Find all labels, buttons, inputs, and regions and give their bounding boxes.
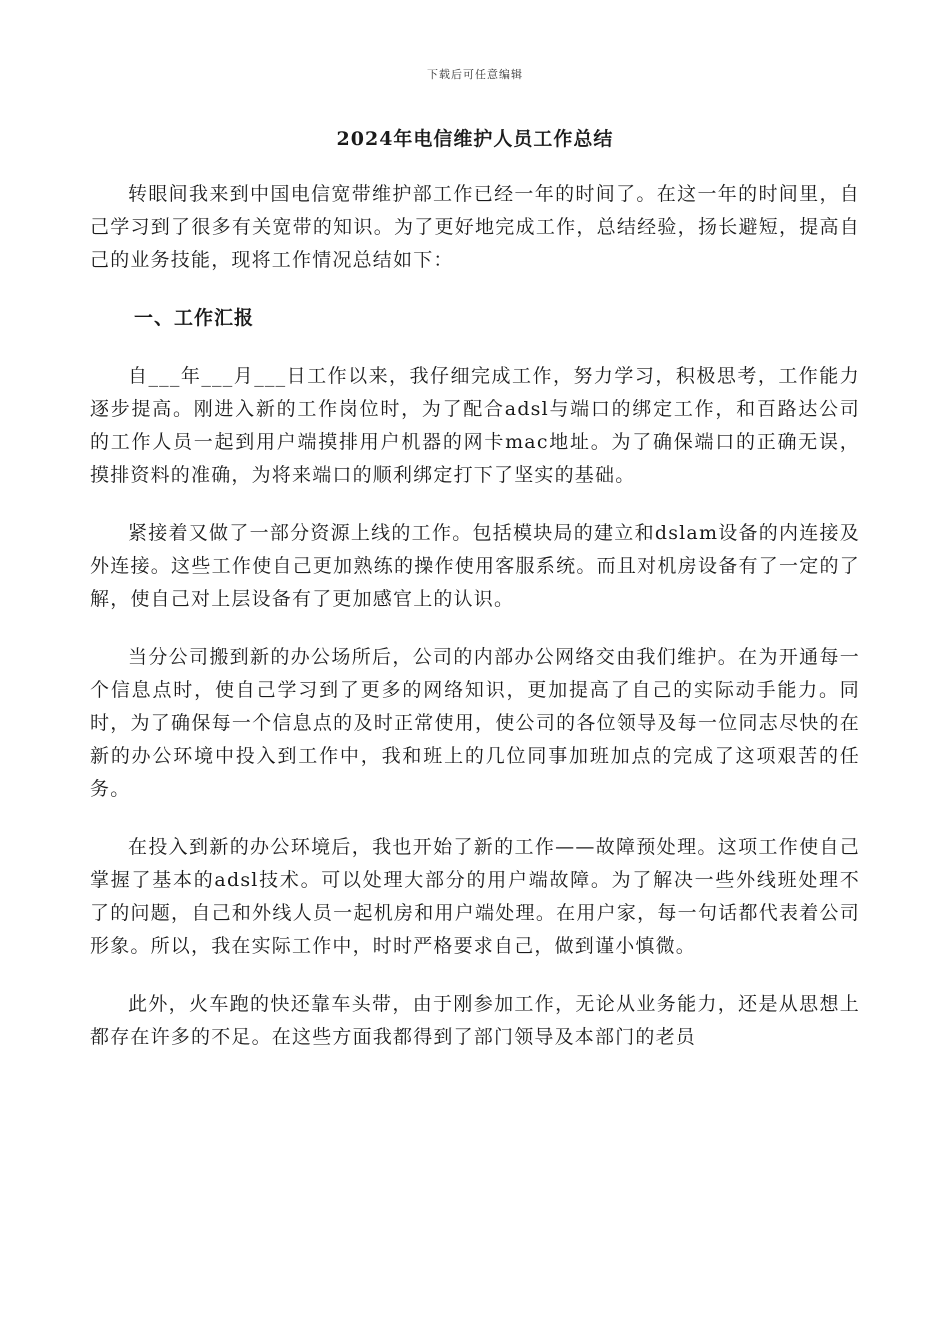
body-paragraph-2: 紧接着又做了一部分资源上线的工作。包括模块局的建立和dslam设备的内连接及外连接。这些工作使自己更加熟练的操作使用客服系统。而且对机房设备有了一定的了解，使自己对上层设备有了更加感官上的认识。 bbox=[90, 522, 860, 610]
document-title: 2024年电信维护人员工作总结 bbox=[336, 128, 614, 150]
document-body bbox=[90, 178, 860, 1079]
body-paragraph-5: 此外，火车跑的快还靠车头带，由于刚参加工作，无论从业务能力，还是从思想上都存在许多的不足。在这些方面我都得到了部门领导及本部门的老员 bbox=[90, 993, 860, 1048]
header-note: 下载后可任意编辑 bbox=[427, 68, 523, 81]
body-paragraph-1: 自___年___月___日工作以来，我仔细完成工作，努力学习，积极思考，工作能力逐步提高。刚进入新的工作岗位时，为了配合adsl与端口的绑定工作，和百路达公司的工作人员一起到用户端摸排用户机器的网卡mac地址。为了确保端口的正确无误，摸排资料的准确，为将来端口的顺利绑定打下了坚实的基础。 bbox=[90, 365, 860, 486]
body-paragraph-3: 当分公司搬到新的办公场所后，公司的内部办公网络交由我们维护。在为开通每一个信息点时，使自己学习到了更多的网络知识，更加提高了自己的实际动手能力。同时，为了确保每一个信息点的及时正常使用，使公司的各位领导及每一位同志尽快的在新的办公环境中投入到工作中，我和班上的几位同事加班加点的完成了这项艰苦的任务。 bbox=[90, 646, 860, 800]
body-paragraph-4: 在投入到新的办公环境后，我也开始了新的工作——故障预处理。这项工作使自己掌握了基本的adsl技术。可以处理大部分的用户端故障。为了解决一些外线班处理不了的问题，自己和外线人员一起机房和用户端处理。在用户家，每一句话都代表着公司形象。所以，我在实际工作中，时时严格要求自己，做到谨小慎微。 bbox=[90, 836, 860, 957]
intro-paragraph: 转眼间我来到中国电信宽带维护部工作已经一年的时间了。在这一年的时间里，自己学习到了很多有关宽带的知识。为了更好地完成工作，总结经验，扬长避短，提高自己的业务技能，现将工作情况总结如下： bbox=[90, 183, 860, 271]
section-heading-work-report: 一、工作汇报 bbox=[134, 307, 255, 329]
